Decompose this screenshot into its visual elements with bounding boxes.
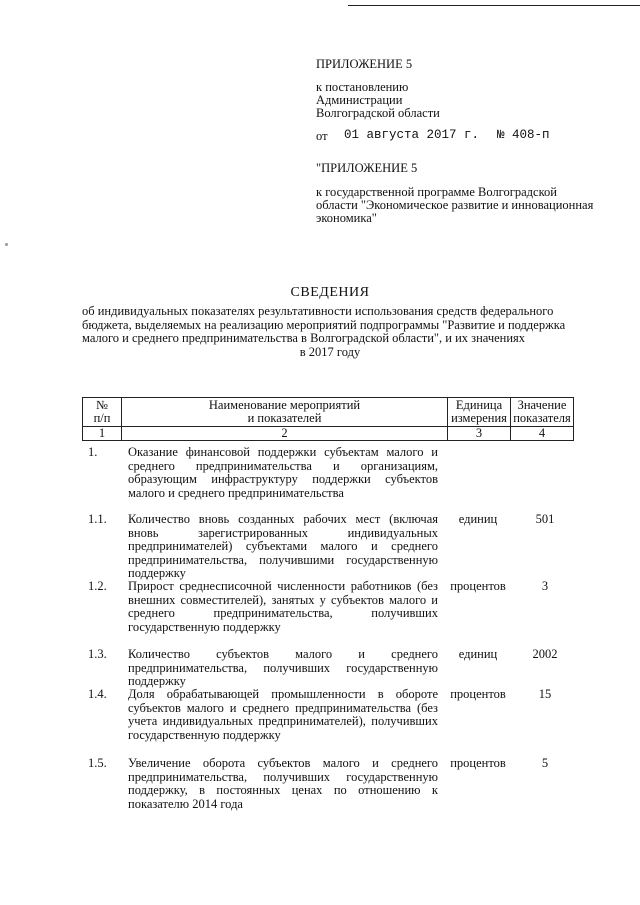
program-line-3: экономика" bbox=[316, 211, 377, 225]
row-name: Доля обрабатывающей промышленности в обороте субъектов малого и среднего предпринимательства (без учета индивидуальных предпринимателей), получивших государственную поддержку bbox=[128, 687, 438, 742]
row-num: 1.4. bbox=[88, 687, 107, 701]
date-prefix: от bbox=[316, 129, 328, 143]
document-title: СВЕДЕНИЯ bbox=[290, 285, 370, 300]
col-number-4: 4 bbox=[511, 427, 574, 441]
document-intro bbox=[82, 305, 578, 359]
row-value: 2002 bbox=[532, 647, 558, 661]
col-number-3: 3 bbox=[448, 427, 511, 441]
row-num: 1.3. bbox=[88, 647, 107, 661]
appendix-title-quoted: "ПРИЛОЖЕНИЕ 5 bbox=[316, 161, 418, 175]
resolution-date: 01 августа 2017 г. bbox=[344, 128, 480, 142]
header-num: № п/п bbox=[83, 398, 122, 427]
col-number-1: 1 bbox=[83, 427, 122, 441]
top-rule bbox=[348, 5, 640, 6]
appendix-title: ПРИЛОЖЕНИЕ 5 bbox=[316, 57, 413, 71]
row-name: Оказание финансовой поддержки субъектам малого и среднего предпринимательства и организациям, образующим инфраструктуру поддержки субъектов малого и среднего предпринимательства bbox=[128, 445, 438, 500]
header-value: Значение показателя bbox=[511, 398, 574, 427]
scan-speck bbox=[5, 243, 8, 246]
program-line-1: к государственной программе Волгоградской bbox=[316, 185, 557, 199]
row-value: 3 bbox=[541, 579, 549, 593]
resolution-line-1: к постановлению bbox=[316, 80, 409, 94]
col-number-2: 2 bbox=[122, 427, 448, 441]
row-value: 501 bbox=[535, 512, 555, 526]
row-unit: процентов bbox=[450, 687, 506, 701]
header-name: Наименование мероприятий и показателей bbox=[122, 398, 448, 427]
program-line-2: области "Экономическое развитие и инновационная bbox=[316, 198, 594, 212]
row-value: 5 bbox=[541, 756, 549, 770]
resolution-line-2: Администрации bbox=[316, 93, 403, 107]
intro-line-3: малого и среднего предпринимательства в Волгоградской области", и их значениях bbox=[82, 331, 526, 345]
intro-line-2: бюджета, выделяемых на реализацию мероприятий подпрограммы "Развитие и поддержка bbox=[82, 317, 566, 332]
row-name: Количество субъектов малого и среднего предпринимательства, получивших государственную поддержку bbox=[128, 647, 438, 688]
intro-line-4: в 2017 году bbox=[299, 344, 361, 359]
row-name: Прирост среднесписочной численности работников (без внешних совместителей), занятых у субъектов малого и среднего предпринимательства, получивших государственную поддержку bbox=[128, 579, 438, 634]
row-value: 15 bbox=[538, 687, 552, 701]
row-num: 1.2. bbox=[88, 579, 107, 593]
row-unit: процентов bbox=[450, 756, 506, 770]
row-num: 1.5. bbox=[88, 756, 107, 770]
row-unit: процентов bbox=[450, 579, 506, 593]
row-num: 1. bbox=[88, 445, 98, 459]
indicators-table-header bbox=[82, 397, 574, 441]
header-unit: Единица измерения bbox=[448, 398, 511, 427]
row-num: 1.1. bbox=[88, 512, 107, 526]
row-unit: единиц bbox=[458, 512, 498, 526]
row-name: Количество вновь созданных рабочих мест (включая вновь зарегистрированных индивидуальных предпринимателей) субъектами малого и среднего предпринимательства, получившими государственную поддержку bbox=[128, 512, 438, 580]
resolution-line-3: Волгоградской области bbox=[316, 106, 440, 120]
row-name: Увеличение оборота субъектов малого и среднего предпринимательства, получивших государственную поддержку, в постоянных ценах по отношению к показателю 2014 года bbox=[128, 756, 438, 811]
resolution-number: № 408-п bbox=[497, 128, 550, 142]
intro-line-1: об индивидуальных показателях результативности использования средств федерального bbox=[82, 304, 554, 318]
row-unit: единиц bbox=[458, 647, 498, 661]
